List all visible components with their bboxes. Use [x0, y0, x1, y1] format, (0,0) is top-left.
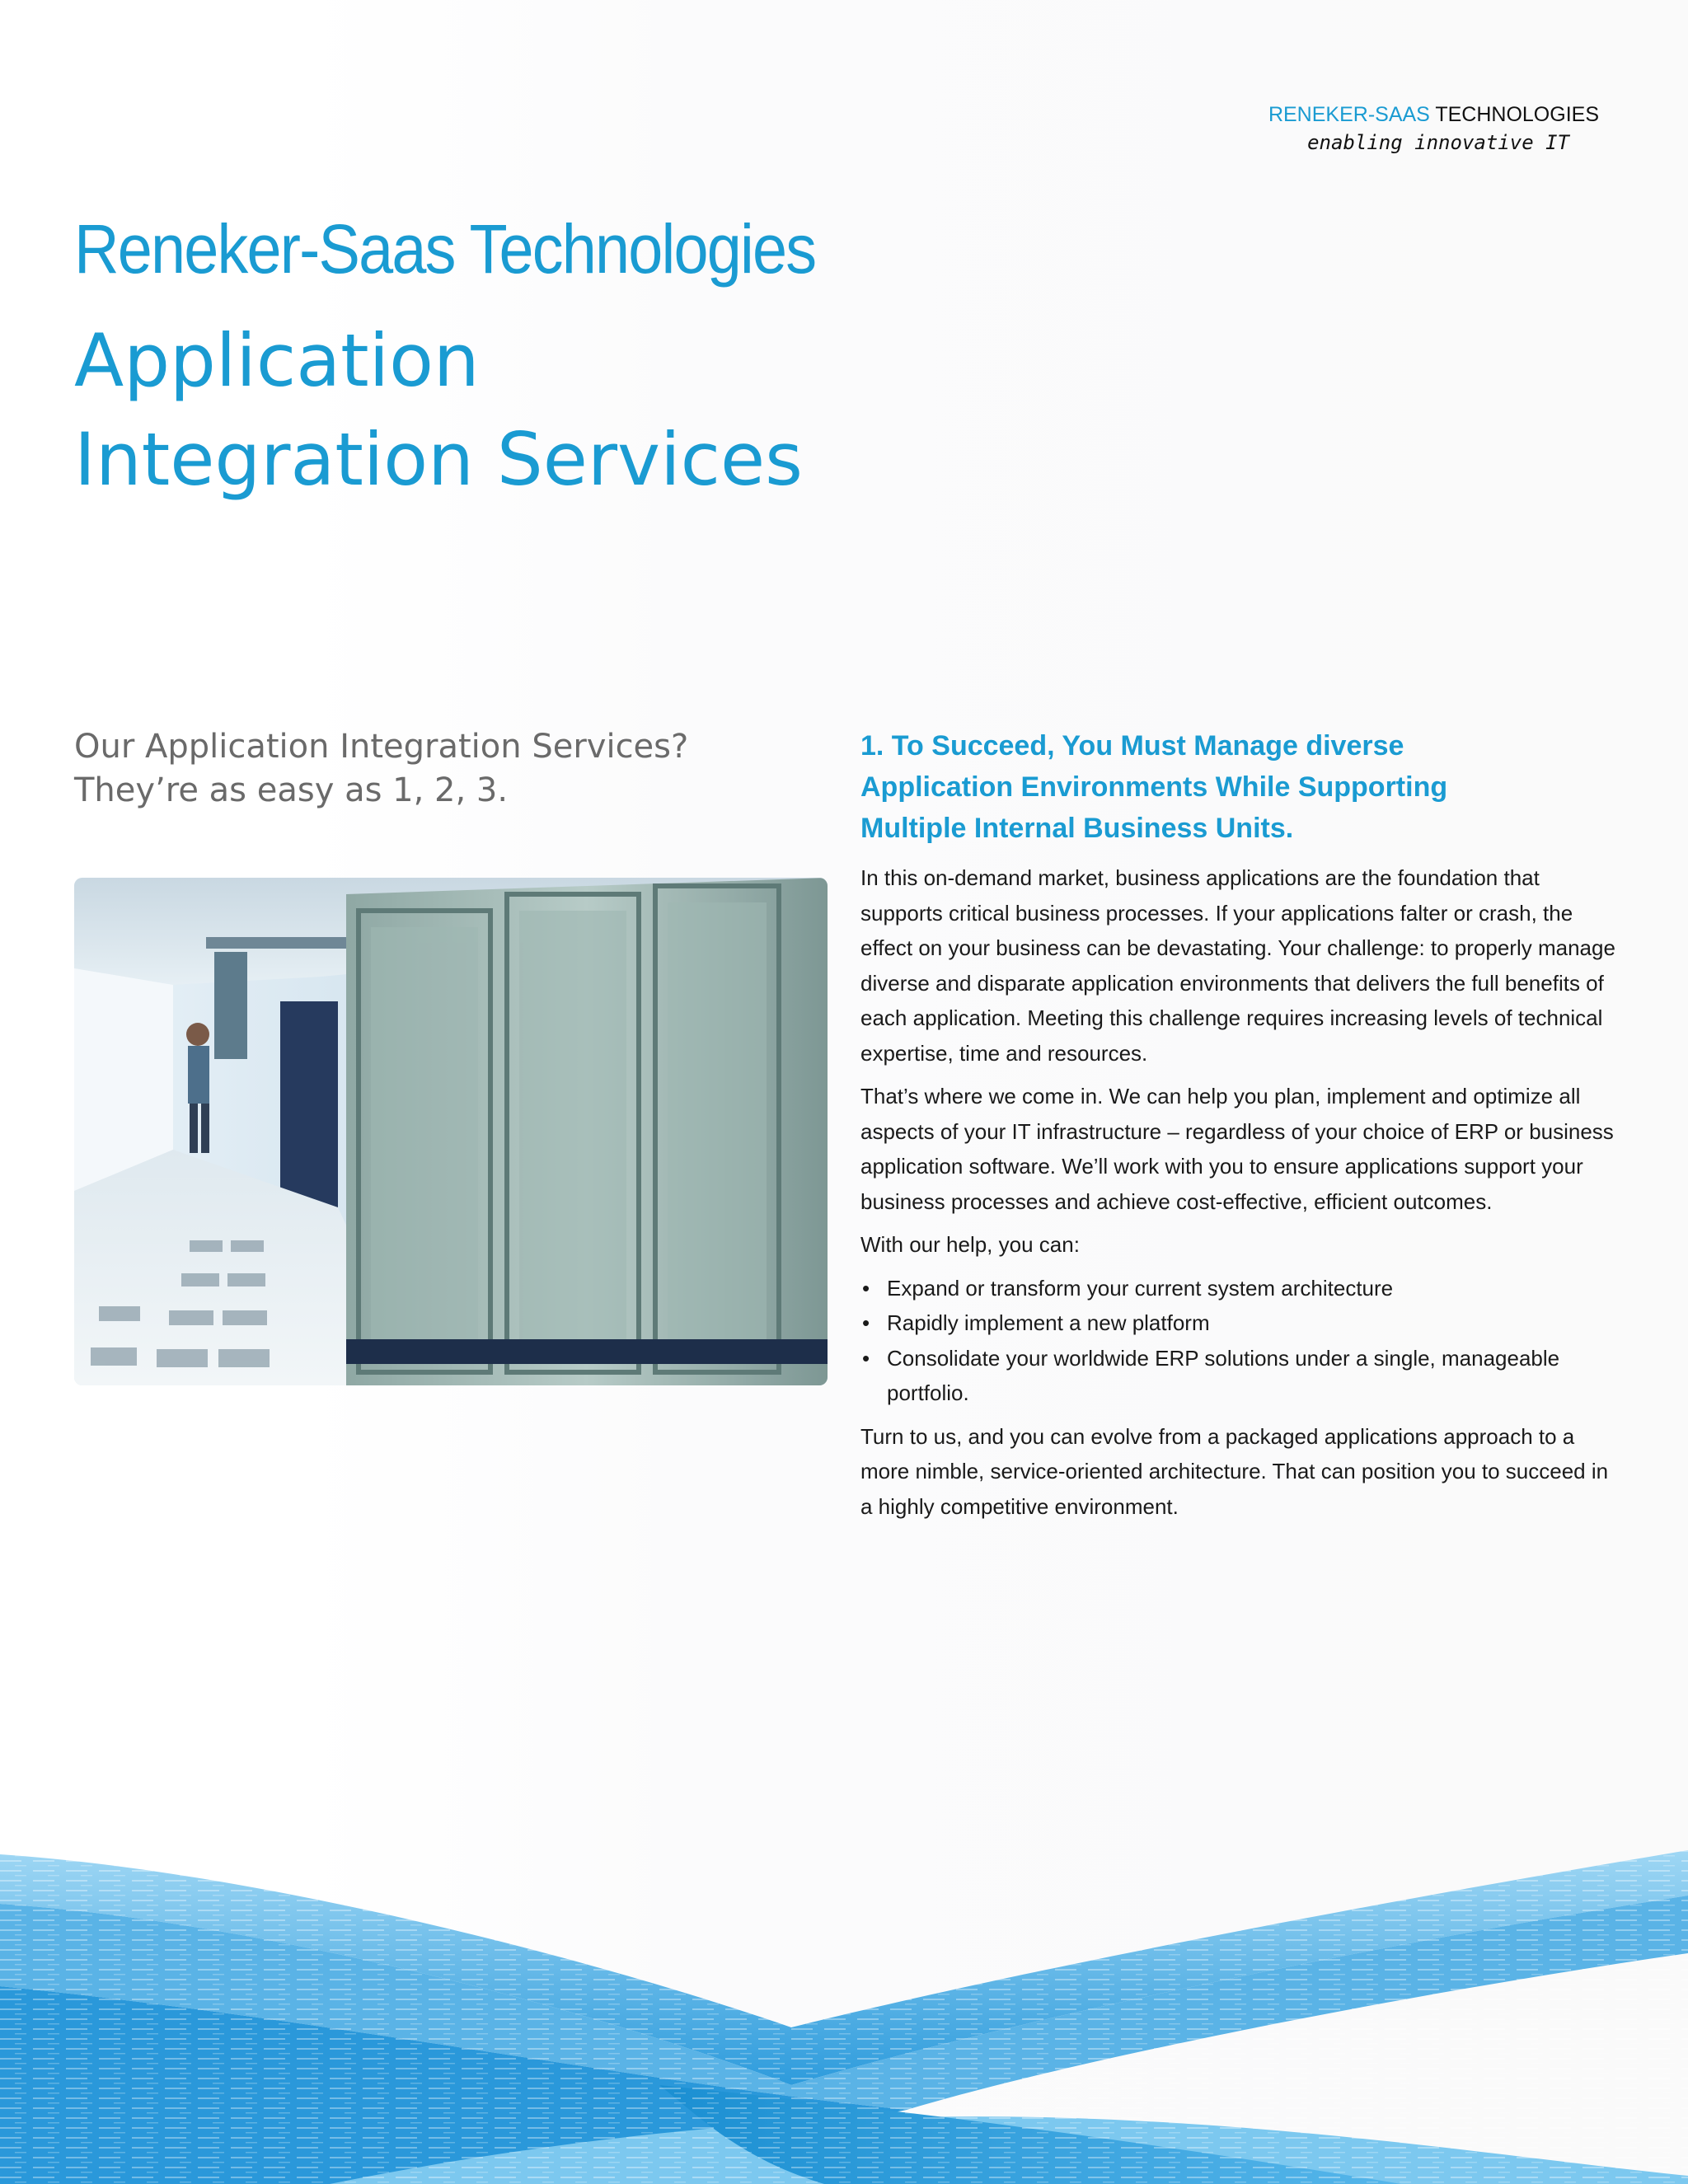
- brand-name: [1203, 101, 1599, 129]
- paragraph-3: With our help, you can:: [860, 1232, 1080, 1257]
- service-title-line1: Application: [74, 318, 480, 403]
- intro-text: [74, 725, 688, 813]
- intro-line2: They’re as easy as 1, 2, 3.: [74, 771, 509, 809]
- list-item-text: Expand or transform your current system architecture: [887, 1275, 1394, 1301]
- paragraph-4: Turn to us, and you can evolve from a packaged applications approach to a more nimble, service-oriented architecture. That can position you to succeed in a highly competitive environment.: [860, 1423, 1609, 1519]
- section-heading-line3: Multiple Internal Business Units.: [860, 813, 1294, 844]
- list-item: [860, 1305, 1619, 1341]
- list-item: [860, 1271, 1619, 1306]
- company-title: Reneker-Saas Technologies: [74, 210, 816, 288]
- brand-block: [1203, 101, 1599, 157]
- paragraph-2: That’s where we come in. We can help you plan, implement and optimize all aspects of your IT infrastructure – regardless of your choice of ERP or business application software. We’ll work with you to ensure applications support your business processes and achieve cost-effective, efficient outcomes.: [860, 1084, 1614, 1214]
- benefit-list: [860, 1271, 1619, 1411]
- intro-line1: Our Application Integration Services?: [74, 728, 689, 766]
- section-heading-line1: 1. To Succeed, You Must Manage diverse: [860, 730, 1404, 762]
- section-1: [860, 725, 1619, 1532]
- bullet-icon: •: [862, 1275, 870, 1301]
- server-room-photo: [74, 878, 828, 1385]
- server-room-illustration: [74, 878, 828, 1385]
- section-heading: [860, 725, 1619, 849]
- section-heading-line2: Application Environments While Supporting: [860, 771, 1448, 803]
- bullet-icon: •: [862, 1310, 870, 1335]
- list-item-text: Rapidly implement a new platform: [887, 1310, 1210, 1335]
- paragraph-1: In this on-demand market, business applications are the foundation that supports critical business processes. If your applications falter or crash, the effect on your business can be devastating. Your challenge: to properly manage diverse and disparate application environments that delivers the full benefits of each application. Meeting this challenge requires increasing levels of technical expertise, time and resources.: [860, 865, 1615, 1066]
- decorative-wave-graphic: [0, 1838, 1688, 2184]
- bullet-icon: •: [862, 1345, 870, 1371]
- brand-tagline: enabling innovative IT: [1307, 131, 1569, 154]
- list-item: [860, 1341, 1619, 1411]
- brand-name-accent: RENEKER-SAAS: [1268, 103, 1430, 126]
- list-item-text: Consolidate your worldwide ERP solutions under a single, manageable portfolio.: [887, 1345, 1560, 1405]
- service-title: [74, 312, 803, 509]
- service-title-line2: Integration Services: [74, 417, 803, 502]
- brand-name-rest: TECHNOLOGIES: [1435, 103, 1599, 126]
